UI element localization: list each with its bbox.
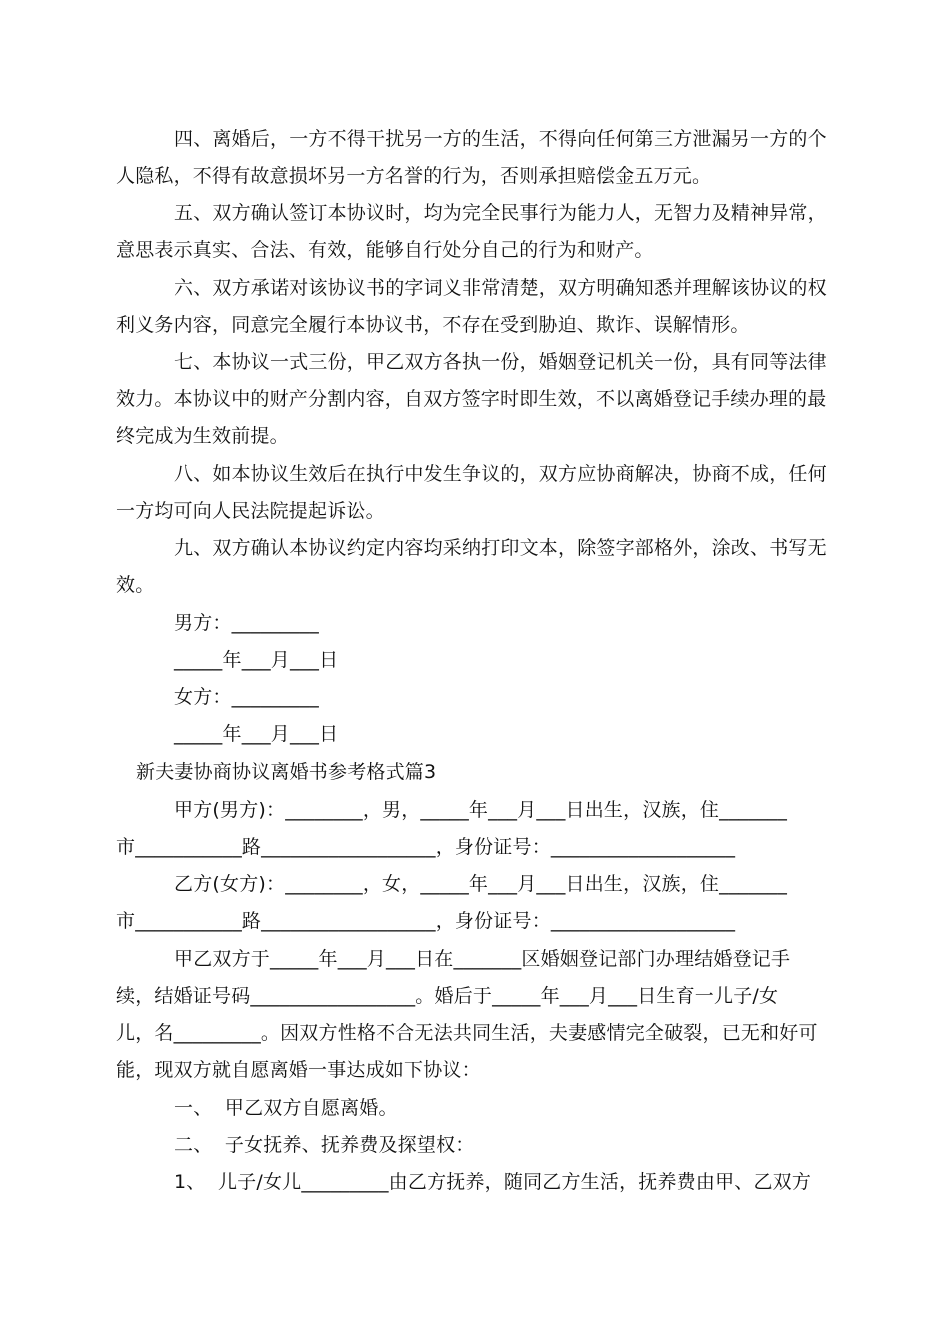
- para-4-line-2: 人隐私，不得有故意损坏另一方名誉的行为，否则承担赔偿金五万元。: [116, 165, 712, 187]
- para-4-line-1: 四、离婚后，一方不得干扰另一方的生活，不得向任何第三方泄漏另一方的个: [174, 128, 827, 150]
- para-6-line-2: 利义务内容，同意完全履行本协议书，不存在受到胁迫、欺诈、误解情形。: [116, 314, 750, 336]
- para-9-line-1: 九、双方确认本协议约定内容均采纳打印文本，除签字部格外，涂改、书写无: [174, 537, 827, 559]
- clause-2: 二、 子女抚养、抚养费及探望权：: [174, 1134, 475, 1156]
- section-title: 新夫妻协商协议离婚书参考格式篇3: [136, 761, 437, 783]
- intro-line-3: 儿，名_________。因双方性格不合无法共同生活，夫妻感情完全破裂，已无和好可: [116, 1022, 818, 1044]
- para-5-line-2: 意思表示真实、合法、有效，能够自行处分自己的行为和财产。: [116, 239, 654, 261]
- female-date-line: _____年___月___日: [174, 723, 339, 745]
- clause-1: 一、 甲乙双方自愿离婚。: [174, 1097, 398, 1119]
- female-signature-line: 女方：_________: [174, 686, 319, 708]
- party-b-line-2: 市___________路__________________，身份证号：___________________: [116, 910, 736, 932]
- party-b-line-1: 乙方(女方)：________，女，_____年___月___日出生，汉族，住_______: [174, 873, 788, 895]
- intro-line-1: 甲乙双方于_____年___月___日在_______区婚姻登记部门办理结婚登记手: [174, 948, 791, 970]
- para-7-line-1: 七、本协议一式三份，甲乙双方各执一份，婚姻登记机关一份，具有同等法律: [174, 351, 827, 373]
- para-7-line-2: 效力。本协议中的财产分割内容，自双方签字时即生效，不以离婚登记手续办理的最: [116, 388, 827, 410]
- clause-2-1: 1、 儿子/女儿_________由乙方抚养，随同乙方生活，抚养费由甲、乙双方: [174, 1171, 812, 1193]
- male-signature-line: 男方：_________: [174, 612, 319, 634]
- para-7-line-3: 终完成为生效前提。: [116, 425, 289, 447]
- male-date-line: _____年___月___日: [174, 649, 339, 671]
- para-8-line-2: 一方均可向人民法院提起诉讼。: [116, 500, 385, 522]
- para-5-line-1: 五、双方确认签订本协议时，均为完全民事行为能力人，无智力及精神异常，: [174, 202, 827, 224]
- para-6-line-1: 六、双方承诺对该协议书的字词义非常清楚，双方明确知悉并理解该协议的权: [174, 277, 827, 299]
- party-a-line-2: 市___________路__________________，身份证号：___________________: [116, 836, 736, 858]
- intro-line-2: 续，结婚证号码_________________。婚后于_____年___月___日生育一儿子/女: [116, 985, 779, 1007]
- para-9-line-2: 效。: [116, 574, 155, 596]
- party-a-line-1: 甲方(男方)：________，男，_____年___月___日出生，汉族，住_______: [174, 799, 788, 821]
- intro-line-4: 能，现双方就自愿离婚一事达成如下协议：: [116, 1059, 481, 1081]
- para-8-line-1: 八、如本协议生效后在执行中发生争议的，双方应协商解决，协商不成，任何: [174, 463, 827, 485]
